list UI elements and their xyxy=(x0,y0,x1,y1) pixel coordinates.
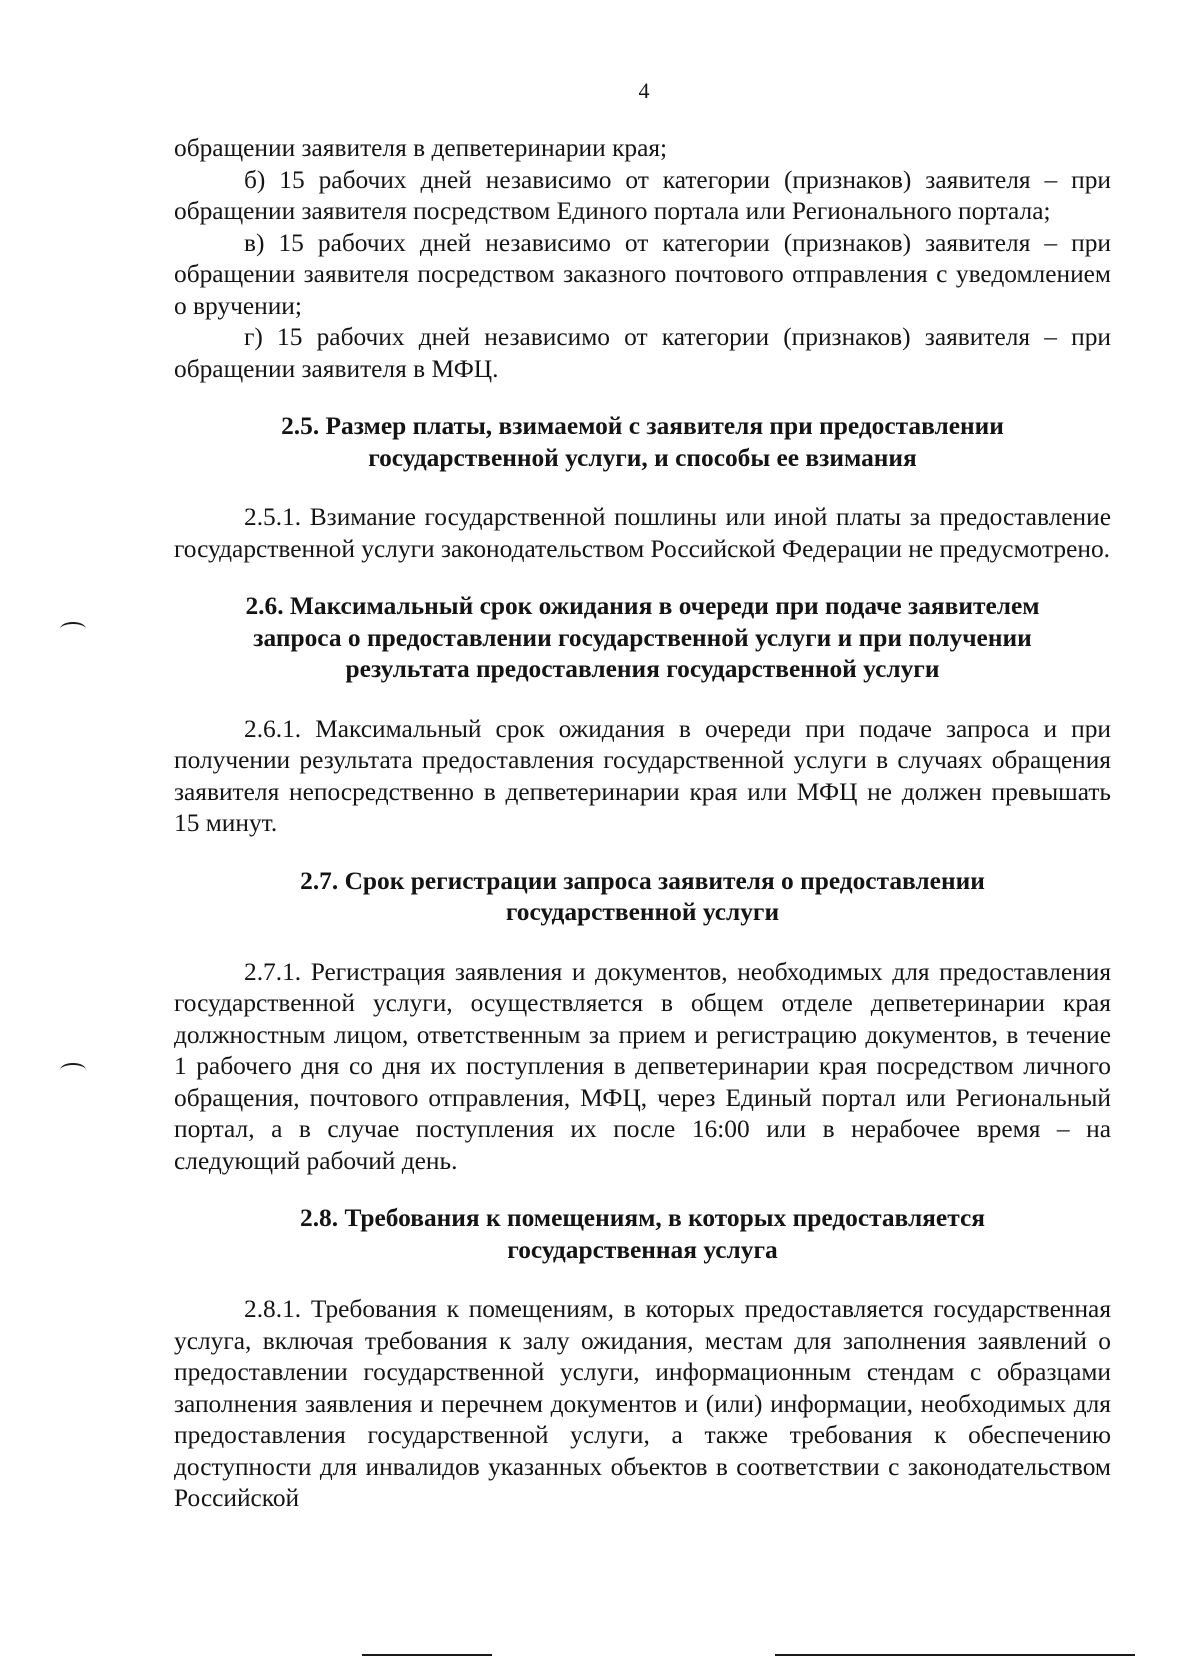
footer-rule-left xyxy=(362,1654,492,1656)
paragraph-2-8-1: 2.8.1. Требования к помещениям, в которых предоставляется государственная услуга, включая требования к залу ожидания, местам для заполнения заявлений о предоставлении государственной услуги, информационным стендам с образцами заполнения заявления и перечнем документов и (или) информации, необходимых для предоставления государственной услуги, а также требования к обеспечению доступности для инвалидов указанных объектов в соответствии с законодательством Российской xyxy=(174,1295,1111,1512)
section-heading-2-6: 2.6. Максимальный срок ожидания в очереди при подаче заявителем запроса о предоставлении государственной услуги и при получении результата предоставления государственной услуги xyxy=(245,592,1040,683)
section-heading-2-8: 2.8. Требования к помещениям, в которых предоставляется государственная услуга xyxy=(300,1204,985,1264)
margin-mark-lower xyxy=(60,1063,86,1077)
footer-rule-right xyxy=(775,1654,1135,1656)
section-heading-2-5: 2.5. Размер платы, взимаемой с заявителя при предоставлении государственной услуги, и способы ее взимания xyxy=(281,412,1004,472)
document-body xyxy=(174,133,1111,1515)
paragraph-g: г) 15 рабочих дней независимо от категории (признаков) заявителя – при обращении заявителя в МФЦ. xyxy=(174,323,1111,383)
section-heading-2-7: 2.7. Срок регистрации запроса заявителя о предоставлении государственной услуги xyxy=(300,866,985,926)
paragraph-2-5-1: 2.5.1. Взимание государственной пошлины или иной платы за предоставление государственной услуги законодательством Российской Федерации не предусмотрено. xyxy=(174,503,1111,563)
paragraph-a-continuation: обращении заявителя в депветеринарии края; xyxy=(174,134,668,162)
margin-mark-upper xyxy=(60,622,86,636)
paragraph-2-6-1: 2.6.1. Максимальный срок ожидания в очереди при подаче запроса и при получении результата предоставления государственной услуги в случаях обращения заявителя непосредственно в депветеринарии края или МФЦ не должен превышать 15 минут. xyxy=(174,714,1111,837)
paragraph-b: б) 15 рабочих дней независимо от категории (признаков) заявителя – при обращении заявителя посредством Единого портала или Регионального портала; xyxy=(174,165,1111,225)
paragraph-2-7-1: 2.7.1. Регистрация заявления и документов, необходимых для предоставления государственной услуги, осуществляется в общем отделе депветеринарии края должностным лицом, ответственным за прием и регистрацию документов, в течение 1 рабочего дня со дня их поступления в депветеринарии края посредством личного обращения, почтового отправления, МФЦ, через Единый портал или Региональный портал, а в случае поступления их после 16:00 или в нерабочее время – на следующий рабочий день. xyxy=(174,957,1111,1175)
page-number: 4 xyxy=(638,78,650,103)
paragraph-v: в) 15 рабочих дней независимо от категории (признаков) заявителя – при обращении заявителя посредством заказного почтового отправления с уведомлением о вручении; xyxy=(174,228,1111,320)
